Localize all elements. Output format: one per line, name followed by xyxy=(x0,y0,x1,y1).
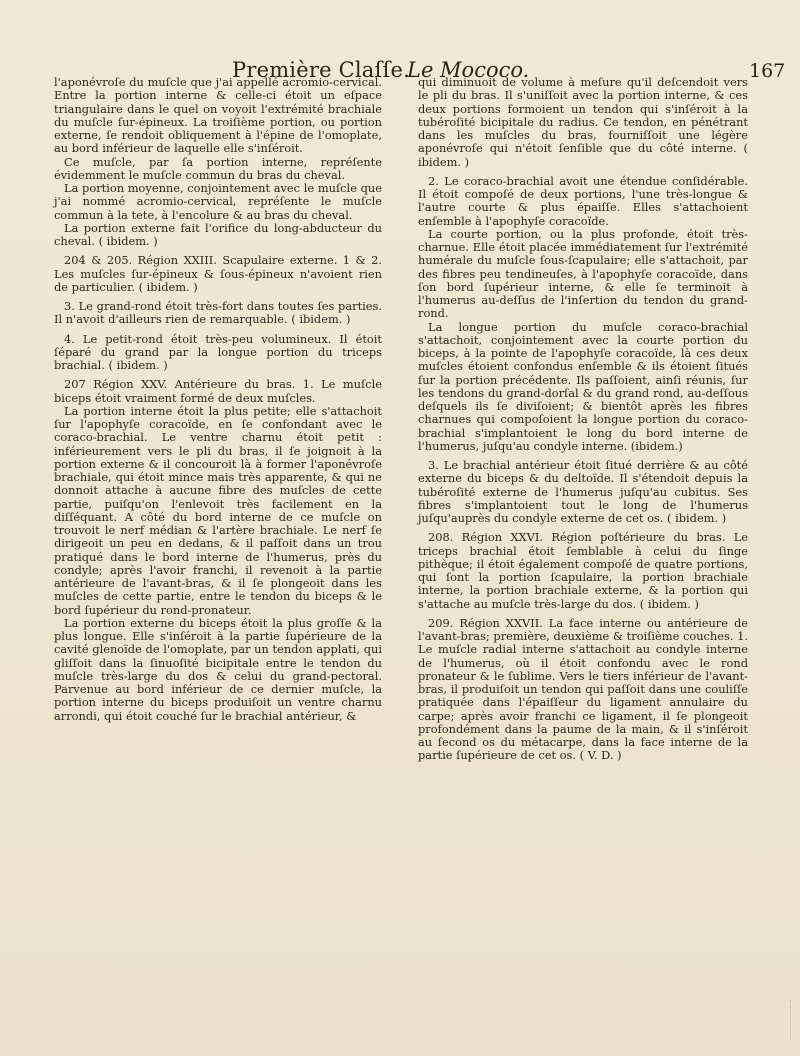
entry-paragraph: 3. Le brachial antérieur étoit ſitué derrière & au côté externe du biceps & du deltoïde. Il s'étendoit depuis la tubéroſité externe de l'humerus juſqu'au cubitus. Ses fibres s'implantoient tout le long de l'humerus juſqu'auprès du condyle externe de cet os. ( ibidem. ) xyxy=(418,458,748,525)
left-column xyxy=(54,76,382,723)
page-edge-mark xyxy=(790,1000,797,1040)
entry-paragraph: 2. Le coraco-brachial avoit une étendue conſidérable. Il étoit compoſé de deux portions, l'une très-longue & l'autre courte & plus épaiſſe. Elles s'attachoient enſemble à l'apophyſe coracoïde. xyxy=(418,173,748,228)
entry-paragraph: 209. Région XXVII. La face interne ou antérieure de l'avant-bras; première, deuxième & troiſième couches. 1. Le muſcle radial interne s'attachoit au condyle interne de l'humerus, où il étoit confondu avec le rond pronateur & le ſublime. Vers le tiers inférieur de l'avant-bras, il produiſoit un tendon qui paſſoit dans une couliſſe pratiquée dans l'épaiſſeur du ligament annulaire du carpe; après avoir franchi ce ligament, il ſe plongeoit profondément dans la paume de la main, & il s'inſéroit au ſecond os du métacarpe, dans la face interne de la partie ſupérieure de cet os. ( V. D. ) xyxy=(418,615,748,763)
body-paragraph: l'aponévroſe du muſcle que j'ai appellé acromio-cervical. Entre la portion interne & celle-ci étoit un eſpace triangulaire dans le quel on voyoit l'extrémité brachiale du muſcle ſur-épineux. La troiſième portion, ou portion externe, ſe rendoit obliquement à l'épine de l'omoplate, au bord inférieur de laquelle elle s'inſéroit. xyxy=(54,75,382,156)
body-paragraph: La portion interne étoit la plus petite; elle s'attachoit ſur l'apophyſe coracoïde, en ſe confondant avec le coraco-brachial. Le ventre charnu étoit petit : inférieurement vers le pli du bras, il ſe joignoit à la portion externe & il concouroit là à former l'aponévroſe brachiale, qui étoit mince mais très apparente, & qui ne donnoit attache à aucune fibre des muſcles de cette partie, puiſqu'on l'enlevoit très facilement en la diſſéquant. A côté du bord interne de ce muſcle on trouvoit le nerf médian & l'artère brachiale. Le nerf ſe dirigeoit un peu en dedans, & il paſſoit dans un trou pratiqué dans le bord interne de l'humerus, près du condyle; après l'avoir franchi, il revenoit à la partie antérieure de l'avant-bras, & il ſe plongeoit dans les muſcles de cette partie, entre le tendon du biceps & le bord ſupérieur du rond-pronateur. xyxy=(54,403,382,617)
right-column xyxy=(418,76,748,763)
entry-paragraph: 207 Région XXV. Antérieure du bras. 1. Le muſcle biceps étoit vraiment formé de deux muſcles. xyxy=(54,377,382,405)
body-paragraph: qui diminuoit de volume à meſure qu'il deſcendoit vers le pli du bras. Il s'uniſſoit avec la portion interne, & ces deux portions formoient un tendon qui s'inſéroit à la tubéroſité bicipitale du radius. Ce tendon, en pénétrant dans les muſcles du bras, fourniſſoit une légère aponévroſe qui n'étoit ſenſible que du côté interne. ( ibidem. ) xyxy=(418,75,748,169)
page-number: 167 xyxy=(749,60,786,82)
body-paragraph: La portion externe fait l'orifice du long-abducteur du cheval. ( ibidem. ) xyxy=(54,220,382,248)
body-paragraph: La portion externe du biceps étoit la plus groſſe & la plus longue. Elle s'inſéroit à la partie ſupérieure de la cavité glenoïde de l'omoplate, par un tendon applati, qui gliſſoit dans la ſinuoſité bicipitale entre le tendon du muſcle très-large du dos & celui du grand-pectoral. Parvenue au bord inférieur de ce dernier muſcle, la portion interne du biceps produiſoit un ventre charnu arrondi, qui étoit couché ſur le brachial antérieur, & xyxy=(54,615,382,723)
body-paragraph: La courte portion, ou la plus profonde, étoit très-charnue. Elle étoit placée immédiatement ſur l'extrémité humérale du muſcle ſous-ſcapulaire; elle s'attachoit, par des fibres peu tendineuſes, à l'apophyſe coracoïde, dans ſon bord ſupérieur interne, & elle ſe terminoit à l'humerus au-deſſus de l'inſertion du tendon du grand-rond. xyxy=(418,226,748,321)
entry-paragraph: 204 & 205. Région XXIII. Scapulaire externe. 1 & 2. Les muſcles ſur-épineux & ſous-épineux n'avoient rien de particulier. ( ibidem. ) xyxy=(54,253,382,294)
body-paragraph: Ce muſcle, par ſa portion interne, repréſente évidemment le muſcle commun du bras du cheval. xyxy=(54,154,382,182)
entry-paragraph: 4. Le petit-rond étoit très-peu volumineux. Il étoit ſéparé du grand par la longue portion du triceps brachial. ( ibidem. ) xyxy=(54,331,382,372)
body-paragraph: La portion moyenne, conjointement avec le muſcle que j'ai nommé acromio-cervical, repréſente le muſcle commun à la tete, à l'encolure & au bras du cheval. xyxy=(54,181,382,222)
running-head-left: Première Claſſe. xyxy=(232,58,410,82)
entry-paragraph: 3. Le grand-rond étoit très-fort dans toutes ſes parties. Il n'avoit d'ailleurs rien de remarquable. ( ibidem. ) xyxy=(54,299,382,327)
entry-paragraph: 208. Région XXVI. Région poſtérieure du bras. Le triceps brachial étoit ſemblable à celui du ſinge pithèque; il étoit également compoſé de quatre portions, qui ſont la portion ſcapulaire, la portion brachiale interne, la portion brachiale externe, & la portion qui s'attache au muſcle très-large du dos. ( ibidem. ) xyxy=(418,530,748,611)
body-paragraph: La longue portion du muſcle coraco-brachial s'attachoit, conjointement avec la courte portion du biceps, à la pointe de l'apophyſe coracoïde, là ces deux muſcles étoient confondus enſemble & ils étoient ſitués ſur la portion précédente. Ils paſſoient, ainſi réunis, ſur les tendons du grand-dorſal & du grand rond, au-deſſous deſquels ils ſe diviſoient; & bientôt après les fibres charnues qui compoſoient la longue portion du coraco-brachial s'implantoient le long du bord interne de l'humerus, juſqu'au condyle interne. (ibidem.) xyxy=(418,319,748,453)
running-head-right: Le Mococo. xyxy=(407,58,530,82)
